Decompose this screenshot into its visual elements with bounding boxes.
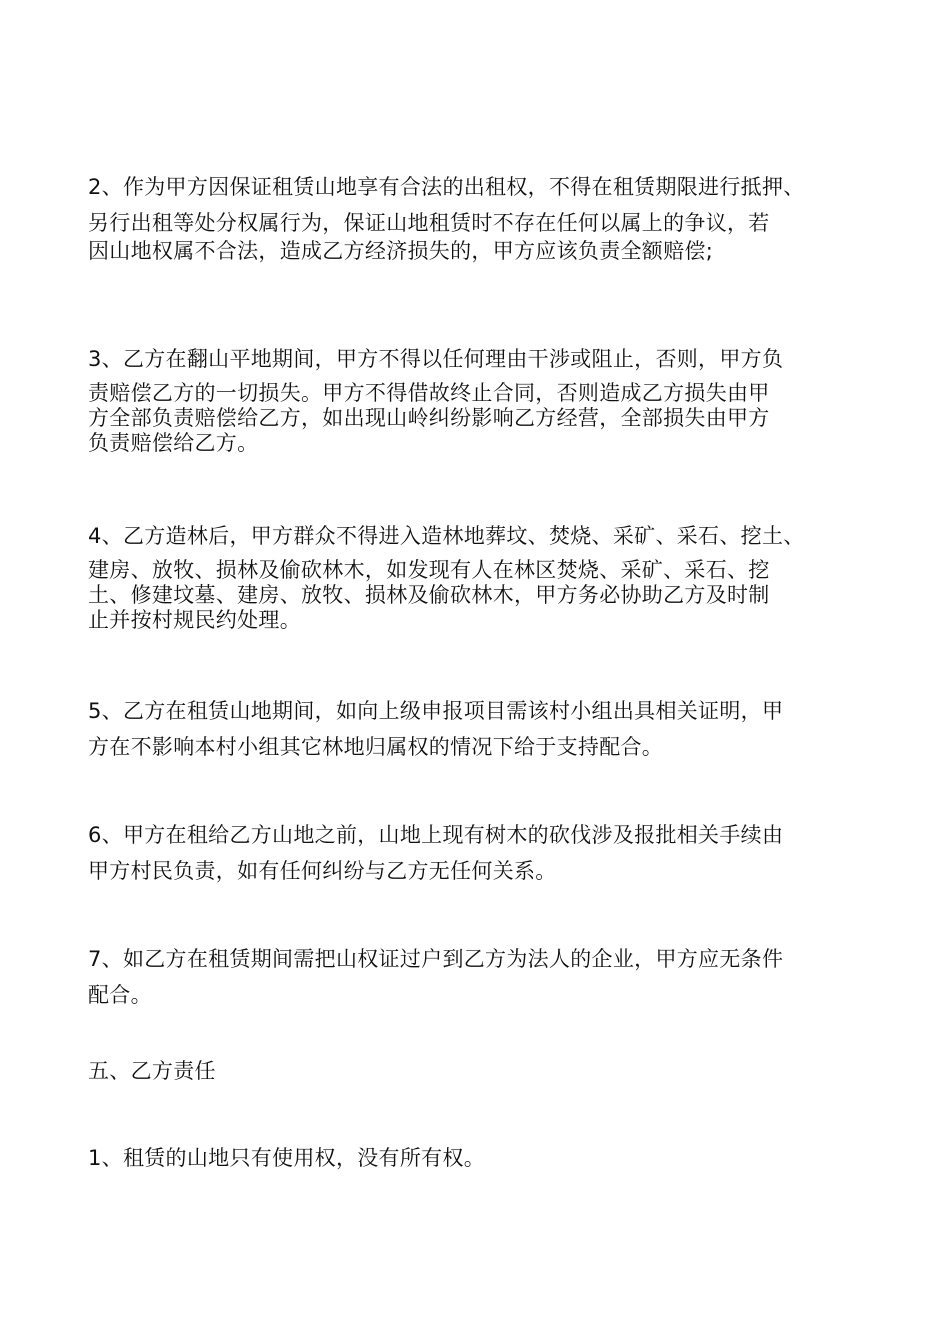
paragraph-line: 另行出租等处分权属行为，保证山地租赁时不存在任何以属上的争议，若 xyxy=(88,211,770,235)
paragraph-line: 责赔偿乙方的一切损失。甲方不得借故终止合同，否则造成乙方损失由甲 xyxy=(88,381,770,405)
paragraph-line: 负责赔偿给乙方。 xyxy=(88,431,259,455)
section-heading xyxy=(88,1057,888,1085)
paragraph-line: 3、乙方在翻山平地期间，甲方不得以任何理由干涉或阻止，否则，甲方负 xyxy=(88,347,784,371)
paragraph-line: 5、乙方在租赁山地期间，如向上级申报项目需该村小组出具相关证明，甲 xyxy=(88,699,784,723)
paragraph-line: 建房、放牧、损林及偷砍林木，如发现有人在林区焚烧、采矿、采石、挖 xyxy=(88,558,770,582)
paragraph-line: 方在不影响本村小组其它林地归属权的情况下给于支持配合。 xyxy=(88,735,664,759)
clause-paragraph-4-3 xyxy=(88,345,888,456)
clause-paragraph-4-6 xyxy=(88,821,888,885)
paragraph-line: 7、如乙方在租赁期间需把山权证过户到乙方为法人的企业，甲方应无条件 xyxy=(88,947,784,971)
paragraph-line: 2、作为甲方因保证租赁山地享有合法的出租权，不得在租赁期限进行抵押、 xyxy=(88,175,805,199)
paragraph-line: 因山地权属不合法，造成乙方经济损失的，甲方应该负责全额赔偿; xyxy=(88,239,714,263)
paragraph-line: 4、乙方造林后，甲方群众不得进入造林地葬坟、焚烧、采矿、采石、挖土、 xyxy=(88,524,805,548)
section-heading-text: 五、乙方责任 xyxy=(88,1059,216,1083)
clause-paragraph-4-2 xyxy=(88,173,888,265)
paragraph-line: 止并按村规民约处理。 xyxy=(88,608,301,632)
clause-paragraph-4-7 xyxy=(88,945,888,1009)
paragraph-line: 配合。 xyxy=(88,983,152,1007)
clause-paragraph-4-5 xyxy=(88,697,888,761)
paragraph-line: 1、租赁的山地只有使用权，没有所有权。 xyxy=(88,1146,486,1170)
clause-paragraph-5-1 xyxy=(88,1144,888,1172)
paragraph-line: 甲方村民负责，如有任何纠纷与乙方无任何关系。 xyxy=(88,859,557,883)
paragraph-line: 土、修建坟墓、建房、放牧、损林及偷砍林木，甲方务必协助乙方及时制 xyxy=(88,583,770,607)
clause-paragraph-4-4 xyxy=(88,522,888,633)
paragraph-line: 方全部负责赔偿给乙方，如出现山岭纠纷影响乙方经营，全部损失由甲方 xyxy=(88,406,770,430)
paragraph-line: 6、甲方在租给乙方山地之前，山地上现有树木的砍伐涉及报批相关手续由 xyxy=(88,823,784,847)
